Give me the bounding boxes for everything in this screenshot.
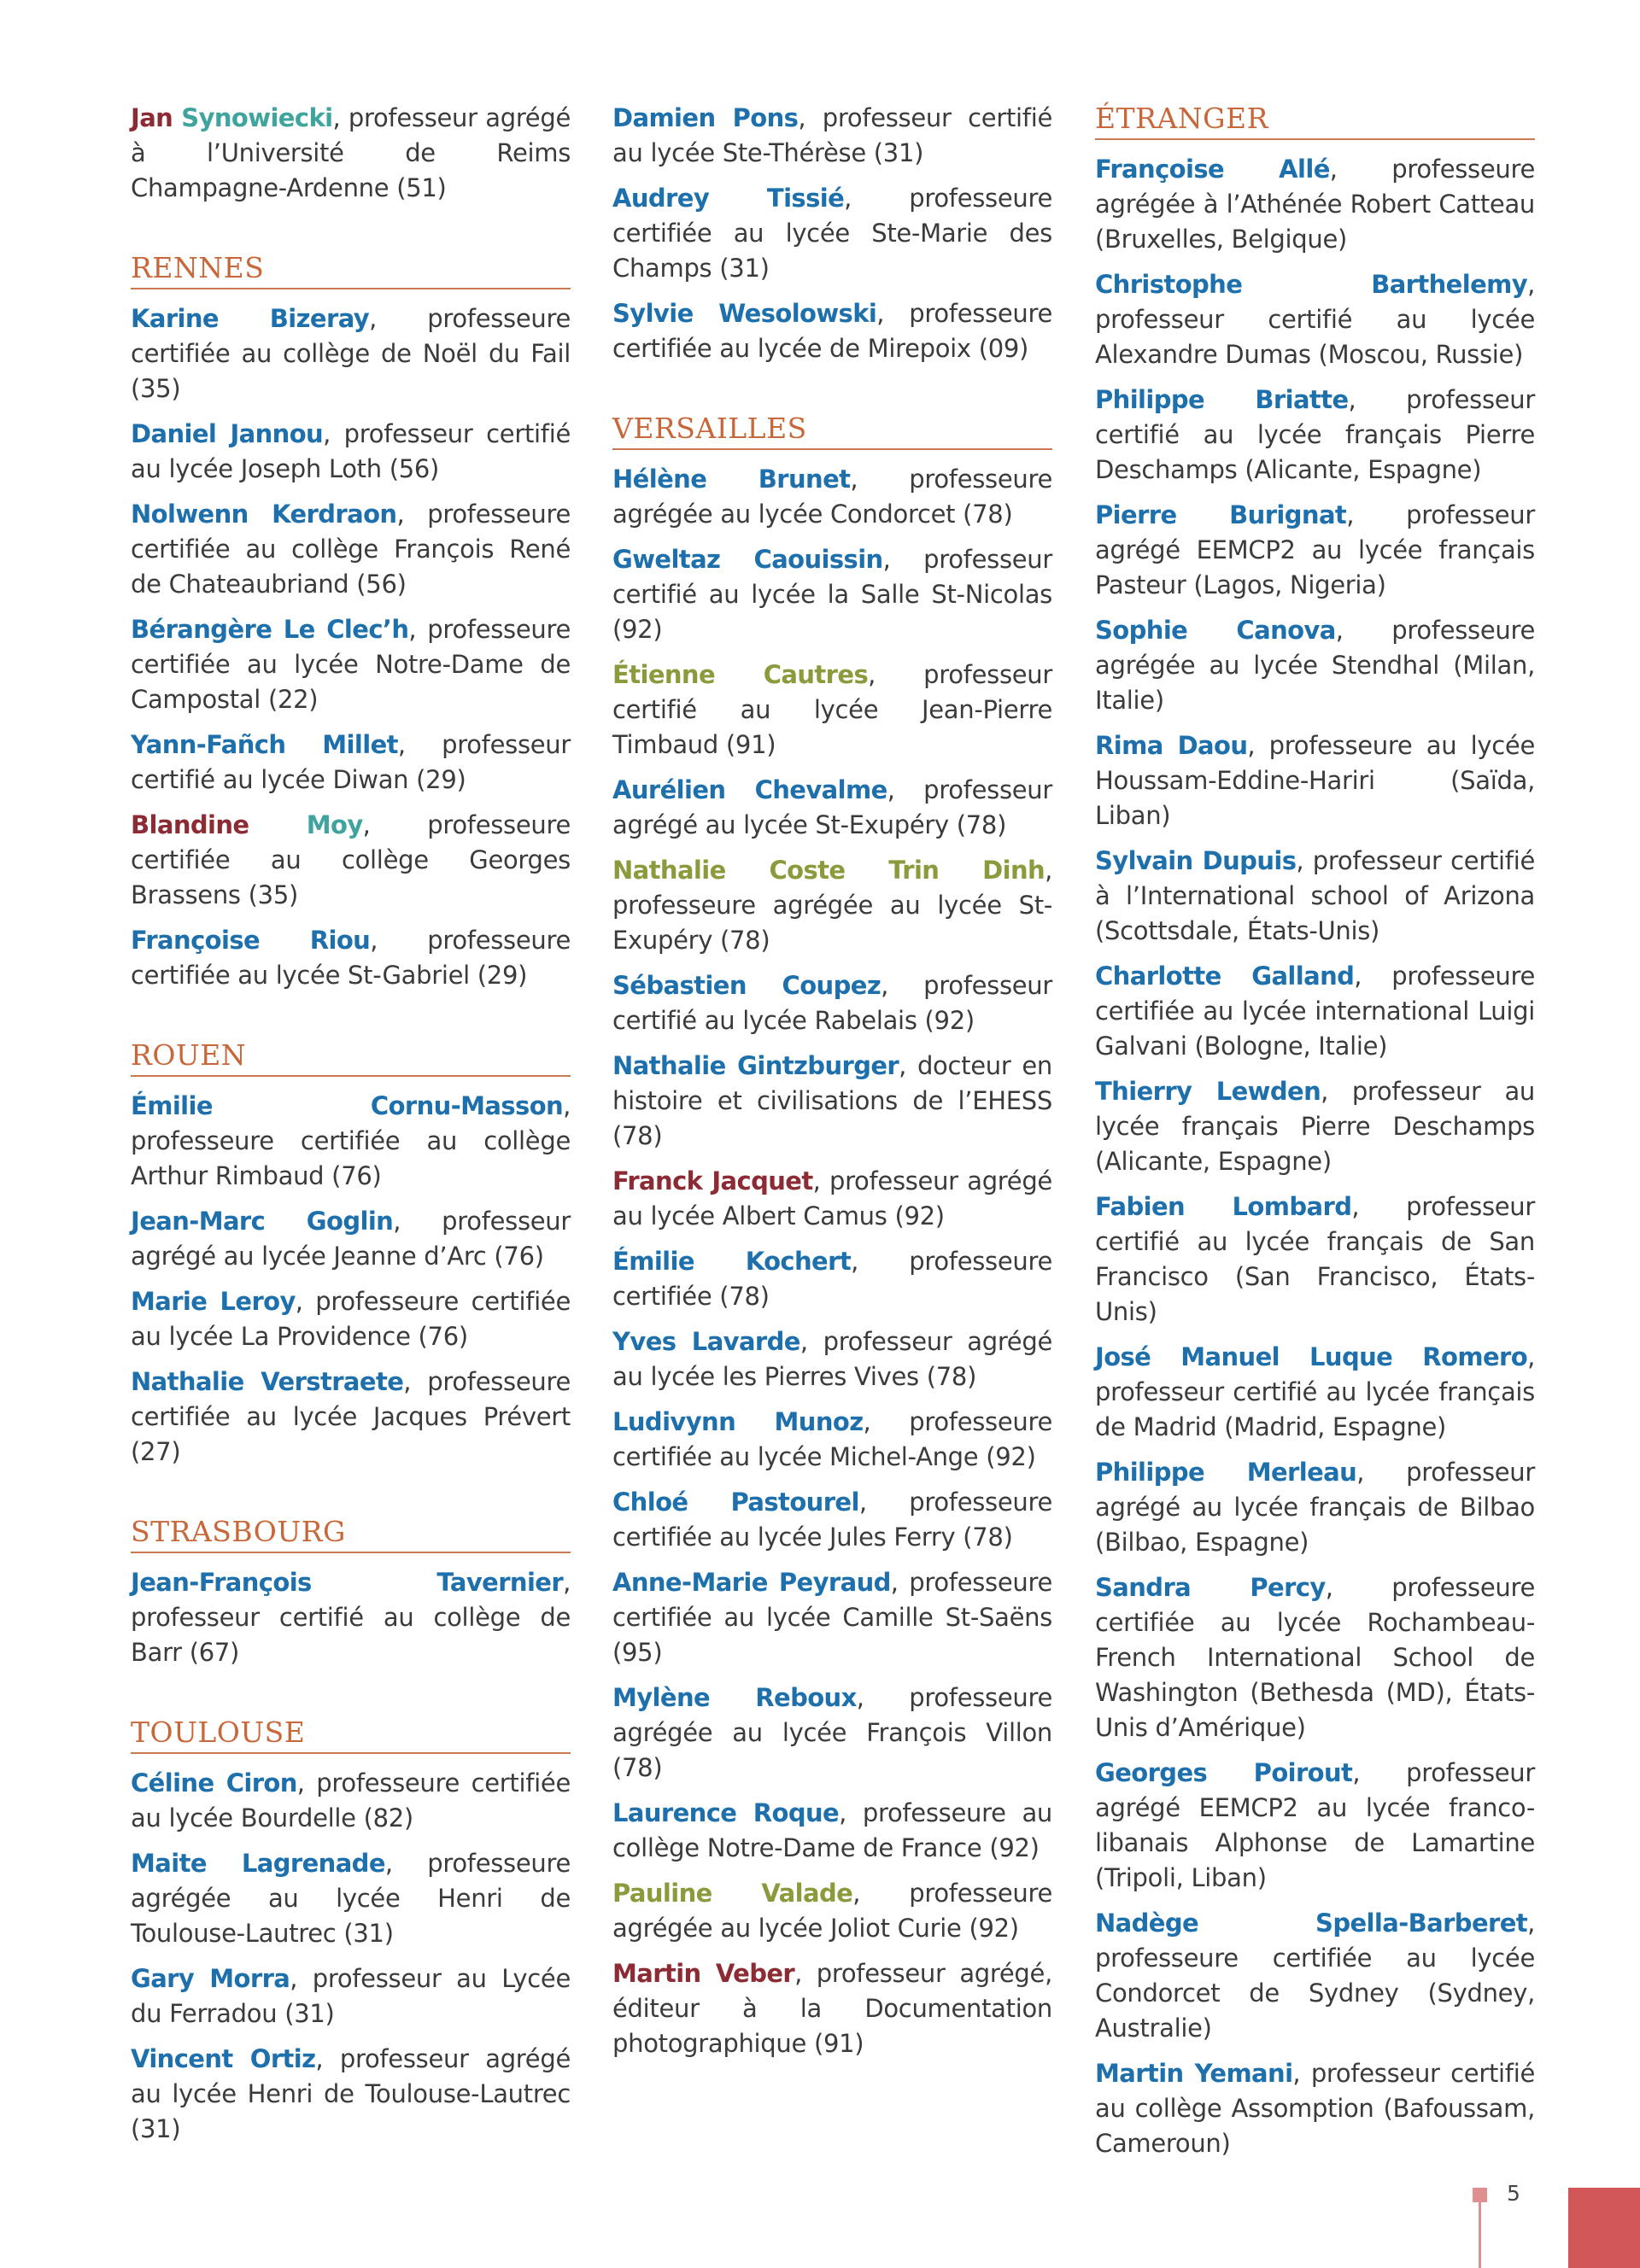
contributor-entry [131, 1846, 571, 1951]
contributor-description: , professeure certifiée au collège de Noël du Fail (35) [131, 304, 571, 403]
section [131, 1514, 571, 1670]
contributor-name: Vincent Ortiz [131, 2044, 316, 2073]
contributor-entry [131, 1204, 571, 1274]
contributor-entry [1095, 1074, 1535, 1179]
contributor-name [131, 810, 363, 839]
contributor-description: , professeure certifiée au lycée Rochambeau-French International School de Washington (Bethesda (MD), États-Unis d’Amérique) [1095, 1573, 1536, 1742]
section [131, 1038, 571, 1470]
contributor-entry [612, 1324, 1052, 1394]
contributor-name: Thierry Lewden [1095, 1077, 1321, 1106]
contributor-name: Yves Lavarde [612, 1327, 800, 1356]
contributor-entry [612, 968, 1052, 1038]
footer-marker-icon [1479, 2188, 1481, 2268]
contributor-entry [131, 1284, 571, 1354]
section [131, 1715, 571, 2147]
contributor-name: Audrey Tissié [612, 184, 845, 213]
contributor-name: Émilie Kochert [612, 1247, 852, 1276]
contributor-name: Philippe Merleau [1095, 1458, 1357, 1487]
contributor-description: , professeur certifié au lycée français de Madrid (Madrid, Espagne) [1095, 1342, 1535, 1441]
contributor-description: , professeur agrégé au lycée Albert Camus (92) [612, 1166, 1052, 1230]
corner-accent-block [1568, 2188, 1640, 2268]
contributor-first-name: Blandine [131, 810, 249, 839]
contributor-name: Sébastien Coupez [612, 971, 882, 1000]
section [131, 250, 571, 993]
contributor-entry [612, 101, 1052, 171]
contributor-description: , professeure agrégée au lycée Condorcet (78) [612, 465, 1053, 529]
section-title: ROUEN [131, 1038, 571, 1077]
contributor-description: , professeur certifié au lycée Alexandre Dumas (Moscou, Russie) [1095, 270, 1535, 369]
contributor-description: , professeure certifiée (78) [612, 1247, 1052, 1311]
contributor-name: Nolwenn Kerdraon [131, 500, 397, 529]
contributor-description: , professeure certifiée au lycée Jacques Prévert (27) [131, 1367, 571, 1466]
contributor-description: , professeur certifié au lycée Diwan (29) [131, 730, 571, 794]
contributor-name: Marie Leroy [131, 1287, 296, 1316]
contributor-name: Sandra Percy [1095, 1573, 1326, 1602]
contributor-description: , professeur agrégé à l’Université de Reims Champagne-Ardenne (51) [131, 103, 571, 202]
contributor-name: Charlotte Galland [1095, 962, 1355, 991]
contributor-entry [131, 101, 571, 206]
contributor-description: , professeure certifiée au collège Arthur Rimbaud (76) [131, 1091, 571, 1190]
contributor-entry [131, 1565, 571, 1670]
contributor-name: Chloé Pastourel [612, 1488, 859, 1517]
contributor-name: Jean-François Tavernier [131, 1568, 564, 1597]
contributor-name: Sylvie Wesolowski [612, 299, 877, 328]
contributor-description: , professeur certifié au lycée Ste-Thérèse (31) [612, 103, 1052, 167]
contributor-description: , professeur certifié au lycée la Salle St-Nicolas (92) [612, 545, 1052, 644]
contributor-description: , professeur agrégé au lycée Henri de Toulouse-Lautrec (31) [131, 2044, 571, 2143]
contributor-entry [1095, 2056, 1535, 2161]
contributor-name: Nathalie Gintzburger [612, 1051, 899, 1080]
contributor-name: Pierre Burignat [1095, 500, 1347, 529]
contributor-entry [612, 1681, 1052, 1786]
contributor-entry [1095, 383, 1535, 488]
contributor-description: , professeur agrégé au lycée St-Exupéry (78) [612, 775, 1052, 839]
contributor-entry [612, 1796, 1052, 1866]
contributor-entry [612, 1049, 1052, 1154]
contributor-description: , professeur agrégé, éditeur à la Documentation photographique (91) [612, 1959, 1052, 2058]
column-1 [131, 101, 571, 2191]
contributor-entry [612, 773, 1052, 843]
column-3 [1095, 101, 1535, 2206]
contributor-entry [612, 1565, 1052, 1670]
contributor-description: , professeure certifiée au lycée St-Gabriel (29) [131, 926, 571, 990]
contributor-entry [1095, 267, 1535, 372]
contributor-name: Nadège Spella-Barberet [1095, 1909, 1528, 1938]
contributor-description: , professeur certifié à l’International school of Arizona (Scottsdale, États-Unis) [1095, 846, 1535, 945]
contributor-entry [131, 301, 571, 406]
contributor-name: Hélène Brunet [612, 465, 851, 494]
contributor-description: , professeure certifiée au lycée Camille St-Saëns (95) [612, 1568, 1052, 1667]
contributor-name: Karine Bizeray [131, 304, 370, 333]
contributor-name: Bérangère Le Clec’h [131, 615, 409, 644]
contributor-name: Françoise Allé [1095, 155, 1330, 184]
contributor-entry [131, 808, 571, 913]
contributor-description: , professeur certifié au lycée Joseph Loth (56) [131, 419, 571, 483]
contributor-name: Étienne Cautres [612, 660, 869, 689]
contributor-entry [131, 923, 571, 993]
contributor-entry [1095, 152, 1535, 257]
contributor-name: Céline Ciron [131, 1768, 297, 1797]
contributor-entry [612, 853, 1052, 958]
section [612, 411, 1052, 2061]
contributor-name: Martin Veber [612, 1959, 795, 1988]
section-title: STRASBOURG [131, 1514, 571, 1553]
contributor-description: , professeur au Lycée du Ferradou (31) [131, 1964, 571, 2028]
contributor-description: , professeure certifiée au lycée de Mirepoix (09) [612, 299, 1052, 363]
contributor-name: Gary Morra [131, 1964, 290, 1993]
contributor-entry [612, 1405, 1052, 1475]
contributor-description: , professeur au lycée français Pierre Deschamps (Alicante, Espagne) [1095, 1077, 1535, 1176]
contributor-description: , professeure agrégée au lycée Stendhal (Milan, Italie) [1095, 616, 1536, 715]
contributor-name: Rima Daou [1095, 731, 1248, 760]
contributor-entry [612, 1956, 1052, 2061]
contributor-description: , professeure certifiée au lycée Michel-Ange (92) [612, 1407, 1053, 1471]
column-2 [612, 101, 1052, 2106]
contributor-name: Gweltaz Caouissin [612, 545, 883, 574]
contributor-description: , professeure agrégée au lycée St-Exupéry (78) [612, 856, 1052, 955]
contributor-description: , professeur certifié au lycée français Pierre Deschamps (Alicante, Espagne) [1095, 385, 1535, 484]
contributor-entry [131, 1961, 571, 2031]
contributor-entry [1095, 1756, 1535, 1896]
contributor-entry [612, 462, 1052, 532]
section-title: TOULOUSE [131, 1715, 571, 1754]
contributor-name: Nathalie Verstraete [131, 1367, 404, 1396]
contributor-description: , professeure au lycée Houssam-Eddine-Hariri (Saïda, Liban) [1095, 731, 1535, 830]
contributor-description: , docteur en histoire et civilisations de l’EHESS (78) [612, 1051, 1052, 1150]
contributor-name: Maite Lagrenade [131, 1849, 385, 1878]
contributor-entry [131, 1365, 571, 1470]
contributor-description: , professeur agrégé au lycée les Pierres Vives (78) [612, 1327, 1052, 1391]
contributor-entry [131, 612, 571, 717]
contributor-description: , professeure certifiée au lycée Notre-Dame de Campostal (22) [131, 615, 571, 714]
contributor-description: , professeur certifié au collège de Barr (67) [131, 1568, 571, 1667]
contributor-entry [1095, 844, 1535, 949]
contributor-name: Émilie Cornu-Masson [131, 1091, 564, 1120]
contributor-name: Georges Poirout [1095, 1758, 1353, 1787]
contributor-name [131, 103, 332, 132]
contributor-description: , professeur certifié au lycée Rabelais (92) [612, 971, 1053, 1035]
section [1095, 101, 1535, 2161]
contributor-entry [1095, 1455, 1535, 1560]
section-title: RENNES [131, 250, 571, 289]
contributor-description: , professeur agrégé au lycée Jeanne d’Arc (76) [131, 1207, 571, 1271]
contributor-name: Yann-Fañch Millet [131, 730, 398, 759]
contributor-description: , professeur agrégé EEMCP2 au lycée français Pasteur (Lagos, Nigeria) [1095, 500, 1535, 599]
contributor-description: , professeure certifiée au lycée La Providence (76) [131, 1287, 571, 1351]
contributor-name: Ludivynn Munoz [612, 1407, 864, 1436]
section [131, 101, 571, 206]
contributor-entry [1095, 959, 1535, 1064]
contributor-entry [612, 1876, 1052, 1946]
contributor-entry [612, 1485, 1052, 1555]
contributor-name: Jean-Marc Goglin [131, 1207, 394, 1236]
contributor-last-name: Synowiecki [181, 103, 333, 132]
contributor-name: Sophie Canova [1095, 616, 1336, 645]
contributor-name: Damien Pons [612, 103, 799, 132]
contributor-entry [1095, 498, 1535, 603]
contributor-last-name: Moy [306, 810, 363, 839]
contributor-name: Françoise Riou [131, 926, 371, 955]
contributor-entry [612, 181, 1052, 286]
contributor-name: Laurence Roque [612, 1798, 840, 1827]
contributor-description: , professeure certifiée au lycée Condorcet de Sydney (Sydney, Australie) [1095, 1909, 1535, 2043]
section-title: VERSAILLES [612, 411, 1052, 450]
contributor-entry [612, 542, 1052, 647]
section [612, 101, 1052, 366]
contributor-entry [131, 417, 571, 487]
contributor-name: Fabien Lombard [1095, 1192, 1352, 1221]
contributor-name: Franck Jacquet [612, 1166, 813, 1195]
contributor-entry [612, 296, 1052, 366]
contributor-description: , professeure certifiée au lycée Jules Ferry (78) [612, 1488, 1052, 1552]
contributor-description: , professeure agrégée au lycée Henri de Toulouse-Lautrec (31) [131, 1849, 571, 1948]
contributor-description: , professeur certifié au lycée français de San Francisco (San Francisco, États-Unis) [1095, 1192, 1535, 1326]
contributor-description: , professeur agrégé EEMCP2 au lycée franco-libanais Alphonse de Lamartine (Tripoli, Liban) [1095, 1758, 1535, 1892]
contributor-description: , professeure certifiée au lycée international Luigi Galvani (Bologne, Italie) [1095, 962, 1535, 1061]
contributor-description: , professeure agrégée au lycée François Villon (78) [612, 1683, 1053, 1782]
contributor-first-name: Jan [131, 103, 173, 132]
contributor-entry [612, 1244, 1052, 1314]
contributor-name: José Manuel Luque Romero [1095, 1342, 1528, 1371]
contributor-name: Martin Yemani [1095, 2059, 1293, 2088]
contributor-description: , professeure certifiée au lycée Bourdelle (82) [131, 1768, 571, 1833]
contributor-entry [1095, 1906, 1535, 2046]
contributor-name: Philippe Briatte [1095, 385, 1349, 414]
contributor-name: Christophe Barthelemy [1095, 270, 1528, 299]
contributor-name: Mylène Reboux [612, 1683, 857, 1712]
contributor-description: , professeur certifié au collège Assomption (Bafoussam, Cameroun) [1095, 2059, 1535, 2158]
contributor-entry [131, 497, 571, 602]
section-title: ÉTRANGER [1095, 101, 1535, 140]
contributor-entry [1095, 613, 1535, 718]
contributor-name: Sylvain Dupuis [1095, 846, 1297, 875]
contributor-entry [131, 728, 571, 798]
contributor-entry [131, 1766, 571, 1836]
contributor-entry [1095, 728, 1535, 833]
contributor-entry [131, 1089, 571, 1194]
contributor-entry [612, 1164, 1052, 1234]
contributor-name: Anne-Marie Peyraud [612, 1568, 891, 1597]
contributor-entry [1095, 1340, 1535, 1445]
contributor-entry [1095, 1190, 1535, 1330]
contributor-name: Nathalie Coste Trin Dinh [612, 856, 1046, 885]
page-number: 5 [1507, 2181, 1520, 2206]
contributor-entry [612, 658, 1052, 763]
contributor-name: Aurélien Chevalme [612, 775, 887, 804]
contributor-description: , professeure certifiée au collège François René de Chateaubriand (56) [131, 500, 571, 599]
contributor-entry [1095, 1570, 1535, 1745]
contributor-description: , professeure certifiée au lycée Ste-Marie des Champs (31) [612, 184, 1052, 283]
contributor-description: , professeure certifiée au collège Georges Brassens (35) [131, 810, 571, 909]
contributor-description: , professeure au collège Notre-Dame de France (92) [612, 1798, 1052, 1862]
contributor-name: Daniel Jannou [131, 419, 324, 448]
contributor-entry [131, 2042, 571, 2147]
contributor-description: , professeur certifié au lycée Jean-Pierre Timbaud (91) [612, 660, 1052, 759]
contributor-description: , professeur agrégé au lycée français de Bilbao (Bilbao, Espagne) [1095, 1458, 1535, 1557]
contributor-description: , professeure agrégée au lycée Joliot Curie (92) [612, 1879, 1053, 1943]
contributor-description: , professeure agrégée à l’Athénée Robert Catteau (Bruxelles, Belgique) [1095, 155, 1535, 254]
contributor-name: Pauline Valade [612, 1879, 853, 1908]
